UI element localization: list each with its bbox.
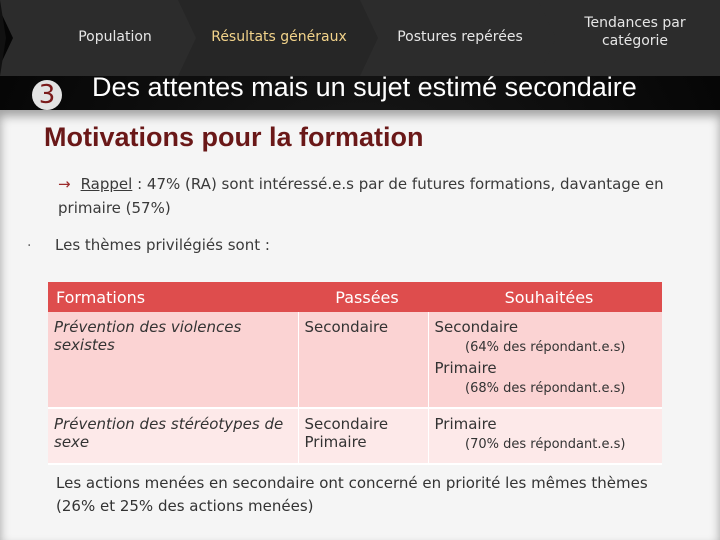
- passees-cell: [298, 408, 428, 464]
- nav-step-population[interactable]: Population: [78, 29, 152, 45]
- souhaitees-note: (64% des répondant.e.s): [465, 340, 626, 355]
- nav-step-postures[interactable]: Postures repérées: [397, 29, 523, 45]
- footnote: Les actions menées en secondaire ont concerné en priorité les mêmes thèmes (26% et 25% des actions menées): [56, 474, 648, 515]
- header-formations: Formations: [48, 282, 298, 312]
- rappel-paragraph: [58, 172, 718, 220]
- header-souhaitees: Souhaitées: [428, 282, 662, 312]
- souhaitees-note: (68% des répondant.e.s): [465, 381, 626, 396]
- passees-value: Secondaire: [304, 415, 389, 433]
- formations-table: [48, 282, 662, 465]
- header-passees: Passées: [298, 282, 428, 312]
- table-row: [48, 312, 662, 408]
- arrow-right-icon: →: [58, 175, 71, 193]
- rappel-label: Rappel: [80, 175, 133, 193]
- souhaitees-note: (70% des répondant.e.s): [465, 437, 626, 452]
- formation-cell: Prévention des violences sexistes: [48, 312, 298, 408]
- nav-step-tendances[interactable]: Tendances par catégorie: [584, 15, 686, 49]
- themes-intro: Les thèmes privilégiés sont :: [55, 236, 270, 254]
- bullet-icon: ·: [27, 238, 32, 254]
- step-number-badge: 3: [32, 80, 62, 110]
- table-header-row: [48, 282, 662, 312]
- nav-step-resultats[interactable]: Résultats généraux: [211, 29, 347, 45]
- section-title: Motivations pour la formation: [44, 122, 424, 152]
- souhaitees-value: Secondaire: [434, 318, 519, 336]
- souhaitees-cell: [428, 408, 662, 464]
- navigation-breadcrumb: [0, 0, 720, 76]
- souhaitees-value: Primaire: [434, 359, 497, 377]
- rappel-text: : 47% (RA) sont intéressé.e.s par de futures formations, davantage en primaire (57%): [58, 175, 664, 217]
- passees-value: Primaire: [304, 433, 367, 451]
- souhaitees-cell: [428, 312, 662, 408]
- souhaitees-value: Primaire: [434, 415, 497, 433]
- formation-cell: Prévention des stéréotypes de sexe: [48, 408, 298, 464]
- passees-cell: Secondaire: [298, 312, 428, 408]
- table-row: [48, 408, 662, 464]
- slide-headline: Des attentes mais un sujet estimé secondaire: [92, 72, 637, 102]
